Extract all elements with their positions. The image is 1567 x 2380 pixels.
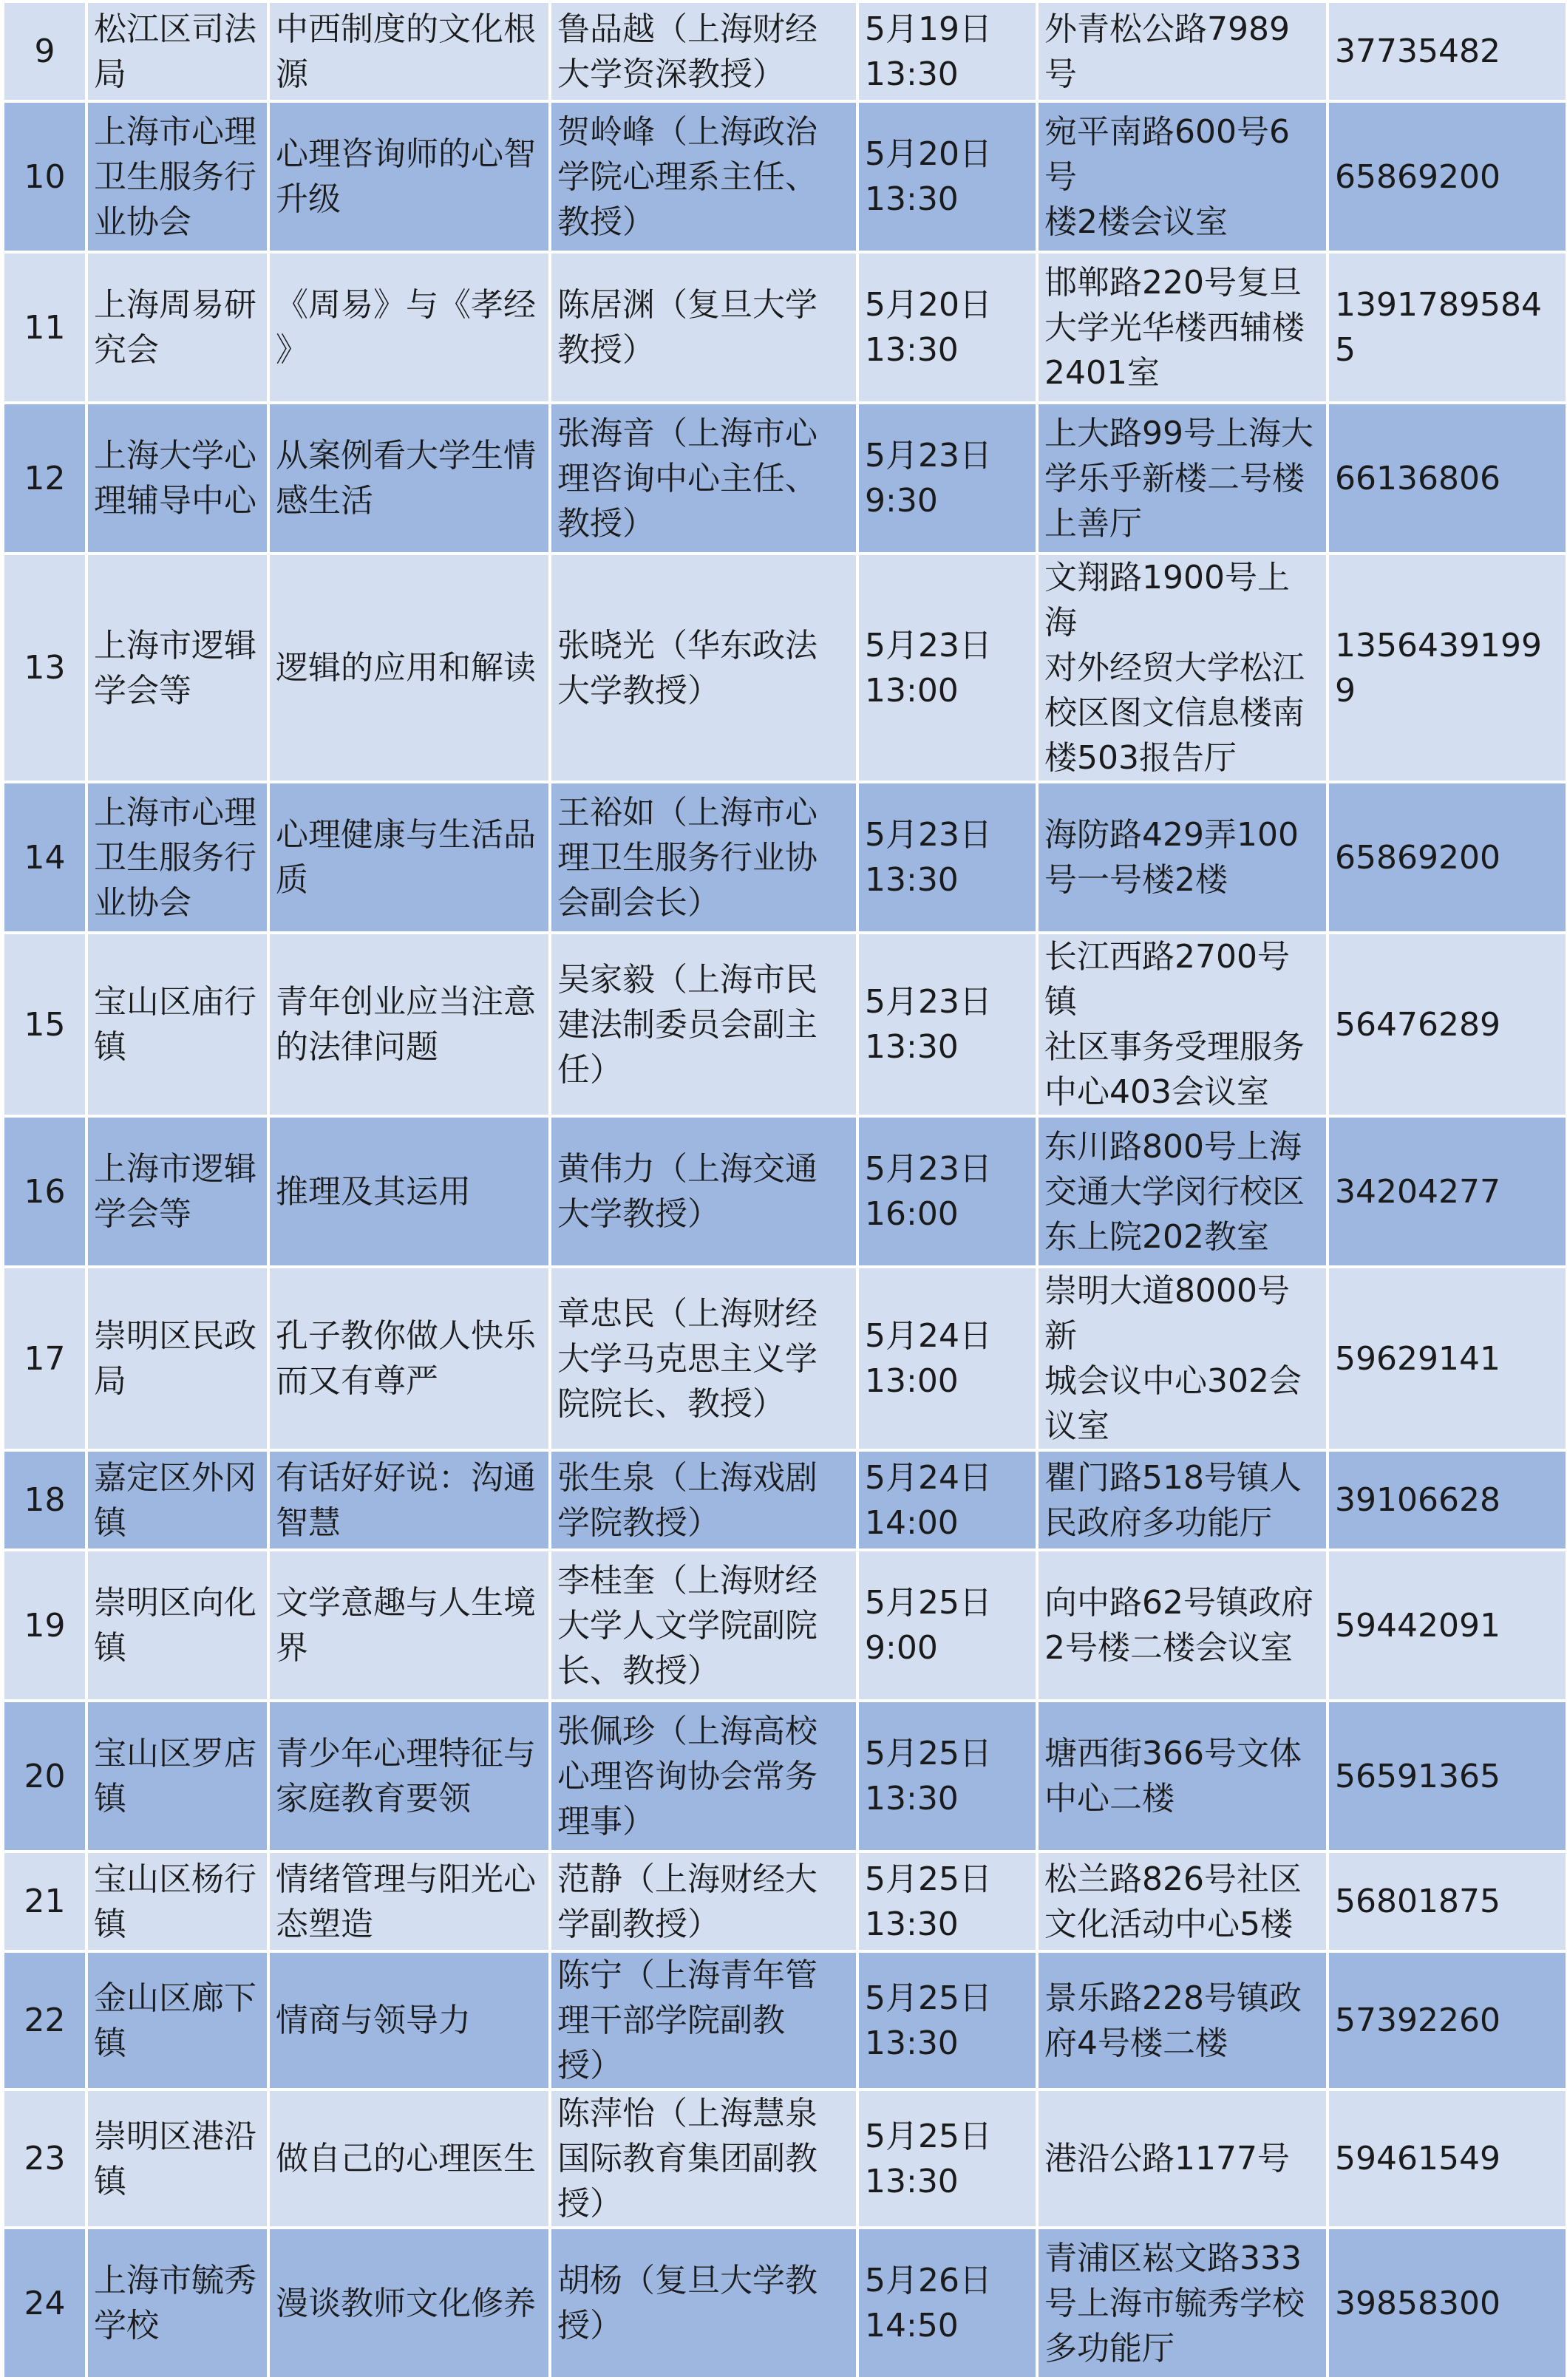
- row-number: 13: [3, 554, 86, 782]
- organizer-cell: 松江区司法 局: [86, 1, 268, 101]
- time-cell: 5月23日 13:30: [857, 933, 1037, 1116]
- row-number: 21: [3, 1852, 86, 1951]
- row-number: 23: [3, 2090, 86, 2228]
- organizer-cell: 上海市逻辑 学会等: [86, 1116, 268, 1267]
- topic-cell: 文学意趣与人生境 界: [268, 1550, 550, 1701]
- address-cell: 崇明大道8000号新 城会议中心302会 议室: [1037, 1267, 1328, 1450]
- topic-cell: 青少年心理特征与 家庭教育要领: [268, 1701, 550, 1852]
- address-cell: 宛平南路600号6号 楼2楼会议室: [1037, 101, 1328, 252]
- address-cell: 邯郸路220号复旦 大学光华楼西辅楼 2401室: [1037, 252, 1328, 403]
- phone-cell: 59629141: [1328, 1267, 1567, 1450]
- time-cell: 5月24日 13:00: [857, 1267, 1037, 1450]
- organizer-cell: 宝山区庙行 镇: [86, 933, 268, 1116]
- phone-cell: 56591365: [1328, 1701, 1567, 1852]
- phone-cell: 57392260: [1328, 1951, 1567, 2090]
- phone-cell: 13564391999: [1328, 554, 1567, 782]
- lecture-schedule-table: [1, 0, 1567, 2380]
- speaker-cell: 范静（上海财经大 学副教授）: [550, 1852, 857, 1951]
- phone-cell: 66136806: [1328, 403, 1567, 554]
- table-row: [3, 252, 1567, 403]
- table-row: [3, 1550, 1567, 1701]
- speaker-cell: 张佩珍（上海高校 心理咨询协会常务 理事）: [550, 1701, 857, 1852]
- topic-cell: 逻辑的应用和解读: [268, 554, 550, 782]
- address-cell: 松兰路826号社区 文化活动中心5楼: [1037, 1852, 1328, 1951]
- speaker-cell: 李桂奎（上海财经 大学人文学院副院 长、教授）: [550, 1550, 857, 1701]
- topic-cell: 青年创业应当注意 的法律问题: [268, 933, 550, 1116]
- speaker-cell: 鲁品越（上海财经 大学资深教授）: [550, 1, 857, 101]
- time-cell: 5月25日 9:00: [857, 1550, 1037, 1701]
- topic-cell: 有话好好说：沟通 智慧: [268, 1450, 550, 1550]
- row-number: 18: [3, 1450, 86, 1550]
- time-cell: 5月25日 13:30: [857, 2090, 1037, 2228]
- phone-cell: 56476289: [1328, 933, 1567, 1116]
- table-row: [3, 1852, 1567, 1951]
- time-cell: 5月23日 9:30: [857, 403, 1037, 554]
- topic-cell: 心理健康与生活品 质: [268, 782, 550, 933]
- address-cell: 外青松公路7989号: [1037, 1, 1328, 101]
- time-cell: 5月23日 16:00: [857, 1116, 1037, 1267]
- table-row: [3, 1, 1567, 101]
- address-cell: 瞿门路518号镇人 民政府多功能厅: [1037, 1450, 1328, 1550]
- time-cell: 5月26日 14:50: [857, 2228, 1037, 2379]
- organizer-cell: 宝山区杨行 镇: [86, 1852, 268, 1951]
- row-number: 17: [3, 1267, 86, 1450]
- speaker-cell: 贺岭峰（上海政治 学院心理系主任、 教授）: [550, 101, 857, 252]
- phone-cell: 59461549: [1328, 2090, 1567, 2228]
- address-cell: 文翔路1900号上海 对外经贸大学松江 校区图文信息楼南 楼503报告厅: [1037, 554, 1328, 782]
- address-cell: 海防路429弄100 号一号楼2楼: [1037, 782, 1328, 933]
- row-number: 9: [3, 1, 86, 101]
- address-cell: 上大路99号上海大 学乐乎新楼二号楼 上善厅: [1037, 403, 1328, 554]
- phone-cell: 37735482: [1328, 1, 1567, 101]
- organizer-cell: 上海市心理 卫生服务行 业协会: [86, 101, 268, 252]
- speaker-cell: 黄伟力（上海交通 大学教授）: [550, 1116, 857, 1267]
- speaker-cell: 张生泉（上海戏剧 学院教授）: [550, 1450, 857, 1550]
- topic-cell: 孔子教你做人快乐 而又有尊严: [268, 1267, 550, 1450]
- row-number: 20: [3, 1701, 86, 1852]
- time-cell: 5月23日 13:30: [857, 782, 1037, 933]
- address-cell: 东川路800号上海 交通大学闵行校区 东上院202教室: [1037, 1116, 1328, 1267]
- phone-cell: 13917895845: [1328, 252, 1567, 403]
- organizer-cell: 嘉定区外冈 镇: [86, 1450, 268, 1550]
- organizer-cell: 崇明区民政 局: [86, 1267, 268, 1450]
- table-row: [3, 1450, 1567, 1550]
- table-row: [3, 1116, 1567, 1267]
- speaker-cell: 陈居渊（复旦大学 教授）: [550, 252, 857, 403]
- phone-cell: 56801875: [1328, 1852, 1567, 1951]
- speaker-cell: 陈宁（上海青年管 理干部学院副教 授）: [550, 1951, 857, 2090]
- table-row: [3, 1267, 1567, 1450]
- row-number: 15: [3, 933, 86, 1116]
- organizer-cell: 上海市毓秀 学校: [86, 2228, 268, 2379]
- address-cell: 港沿公路1177号: [1037, 2090, 1328, 2228]
- table-row: [3, 1951, 1567, 2090]
- time-cell: 5月25日 13:30: [857, 1852, 1037, 1951]
- speaker-cell: 张晓光（华东政法 大学教授）: [550, 554, 857, 782]
- phone-cell: 39858300: [1328, 2228, 1567, 2379]
- row-number: 14: [3, 782, 86, 933]
- topic-cell: 从案例看大学生情 感生活: [268, 403, 550, 554]
- speaker-cell: 王裕如（上海市心 理卫生服务行业协 会副会长）: [550, 782, 857, 933]
- address-cell: 景乐路228号镇政 府4号楼二楼: [1037, 1951, 1328, 2090]
- topic-cell: 情商与领导力: [268, 1951, 550, 2090]
- row-number: 16: [3, 1116, 86, 1267]
- speaker-cell: 章忠民（上海财经 大学马克思主义学 院院长、教授）: [550, 1267, 857, 1450]
- organizer-cell: 宝山区罗店 镇: [86, 1701, 268, 1852]
- phone-cell: 39106628: [1328, 1450, 1567, 1550]
- address-cell: 塘西街366号文体 中心二楼: [1037, 1701, 1328, 1852]
- time-cell: 5月25日 13:30: [857, 1701, 1037, 1852]
- row-number: 11: [3, 252, 86, 403]
- address-cell: 长江西路2700号镇 社区事务受理服务 中心403会议室: [1037, 933, 1328, 1116]
- topic-cell: 推理及其运用: [268, 1116, 550, 1267]
- organizer-cell: 崇明区向化 镇: [86, 1550, 268, 1701]
- row-number: 22: [3, 1951, 86, 2090]
- topic-cell: 《周易》与《孝经 》: [268, 252, 550, 403]
- table-row: [3, 2228, 1567, 2379]
- address-cell: 向中路62号镇政府 2号楼二楼会议室: [1037, 1550, 1328, 1701]
- table-row: [3, 403, 1567, 554]
- time-cell: 5月20日 13:30: [857, 252, 1037, 403]
- time-cell: 5月20日 13:30: [857, 101, 1037, 252]
- table-row: [3, 101, 1567, 252]
- phone-cell: 34204277: [1328, 1116, 1567, 1267]
- topic-cell: 漫谈教师文化修养: [268, 2228, 550, 2379]
- row-number: 19: [3, 1550, 86, 1701]
- organizer-cell: 上海市逻辑 学会等: [86, 554, 268, 782]
- table-row: [3, 933, 1567, 1116]
- organizer-cell: 上海大学心 理辅导中心: [86, 403, 268, 554]
- topic-cell: 心理咨询师的心智 升级: [268, 101, 550, 252]
- phone-cell: 59442091: [1328, 1550, 1567, 1701]
- time-cell: 5月24日 14:00: [857, 1450, 1037, 1550]
- speaker-cell: 吴家毅（上海市民 建法制委员会副主 任）: [550, 933, 857, 1116]
- speaker-cell: 胡杨（复旦大学教 授）: [550, 2228, 857, 2379]
- topic-cell: 情绪管理与阳光心 态塑造: [268, 1852, 550, 1951]
- table-row: [3, 554, 1567, 782]
- organizer-cell: 崇明区港沿 镇: [86, 2090, 268, 2228]
- table-row: [3, 1701, 1567, 1852]
- table-body: [3, 1, 1567, 2379]
- row-number: 12: [3, 403, 86, 554]
- organizer-cell: 上海周易研 究会: [86, 252, 268, 403]
- speaker-cell: 陈萍怡（上海慧泉 国际教育集团副教授）: [550, 2090, 857, 2228]
- time-cell: 5月25日 13:30: [857, 1951, 1037, 2090]
- organizer-cell: 上海市心理 卫生服务行 业协会: [86, 782, 268, 933]
- time-cell: 5月19日 13:30: [857, 1, 1037, 101]
- topic-cell: 中西制度的文化根 源: [268, 1, 550, 101]
- topic-cell: 做自己的心理医生: [268, 2090, 550, 2228]
- speaker-cell: 张海音（上海市心 理咨询中心主任、 教授）: [550, 403, 857, 554]
- address-cell: 青浦区崧文路333 号上海市毓秀学校 多功能厅: [1037, 2228, 1328, 2379]
- row-number: 10: [3, 101, 86, 252]
- phone-cell: 65869200: [1328, 782, 1567, 933]
- phone-cell: 65869200: [1328, 101, 1567, 252]
- organizer-cell: 金山区廊下 镇: [86, 1951, 268, 2090]
- table-row: [3, 782, 1567, 933]
- row-number: 24: [3, 2228, 86, 2379]
- table-row: [3, 2090, 1567, 2228]
- time-cell: 5月23日 13:00: [857, 554, 1037, 782]
